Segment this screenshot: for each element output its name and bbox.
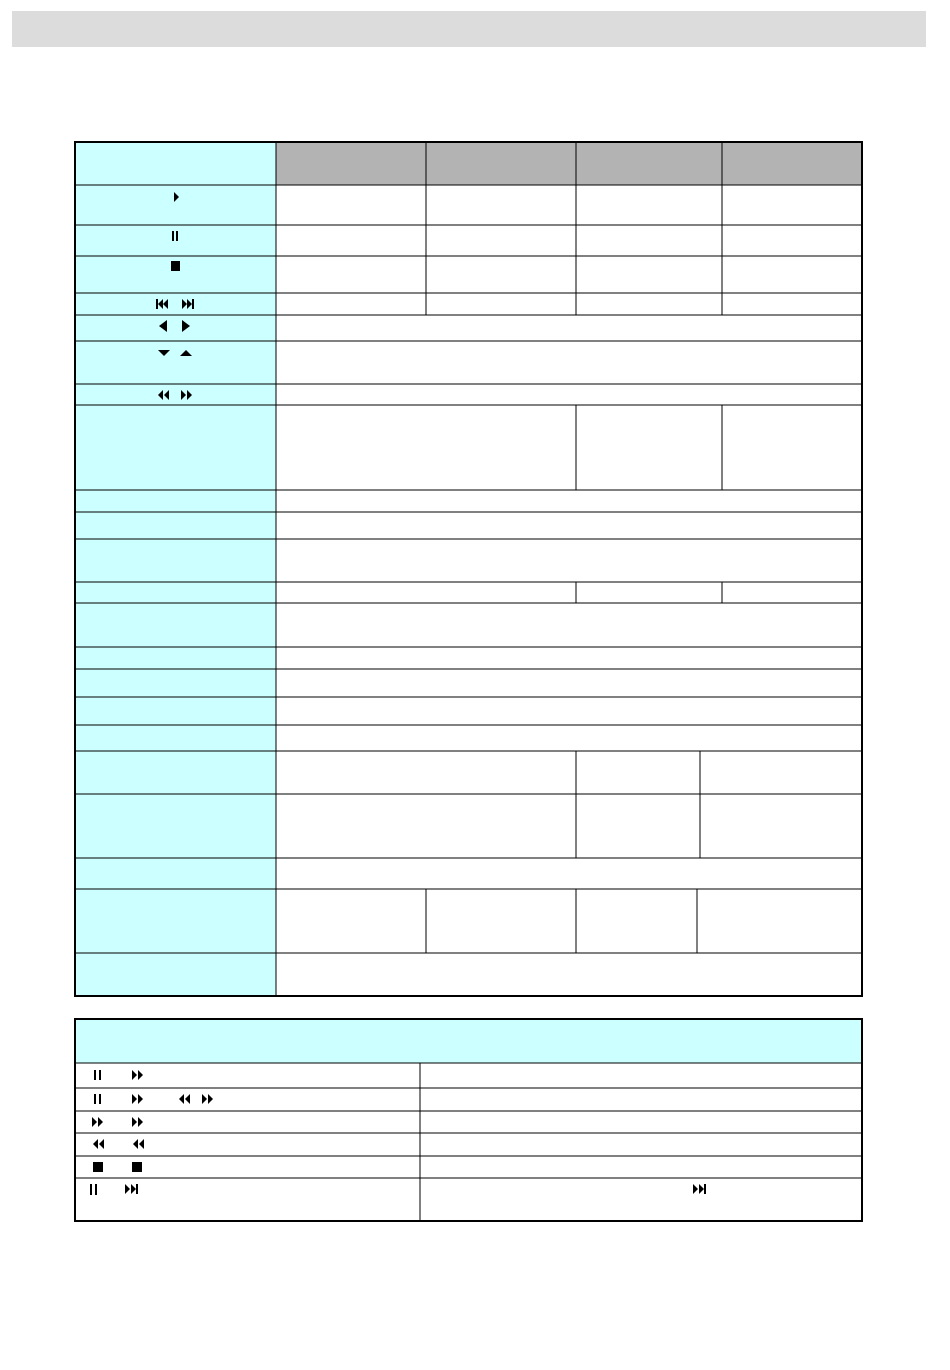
rewind-icon xyxy=(179,1094,190,1104)
skip-next-icon xyxy=(693,1184,706,1194)
stop-icon xyxy=(171,261,180,271)
skip-next-icon xyxy=(125,1184,138,1194)
pause-icon xyxy=(90,1184,97,1195)
combo-row-2 xyxy=(94,1094,213,1104)
pause-icon xyxy=(94,1070,101,1080)
feature-table xyxy=(75,142,862,996)
stop-icon xyxy=(132,1162,142,1172)
combo-row-1 xyxy=(94,1070,143,1080)
pause-icon xyxy=(94,1094,101,1104)
rewind-icon xyxy=(93,1139,104,1149)
fast-forward-icon xyxy=(132,1117,143,1127)
feature-table-header xyxy=(276,142,862,185)
combo-table xyxy=(75,1019,862,1221)
combo-row-6 xyxy=(90,1184,706,1195)
combo-row-3 xyxy=(92,1117,143,1127)
rewind-icon xyxy=(133,1139,144,1149)
combo-table-title xyxy=(75,1019,862,1063)
combo-row-5 xyxy=(93,1162,142,1172)
combo-row-4 xyxy=(93,1139,144,1149)
fast-forward-icon xyxy=(92,1117,103,1127)
fast-forward-icon xyxy=(132,1094,143,1104)
fast-forward-icon xyxy=(202,1094,213,1104)
stop-icon xyxy=(93,1162,103,1172)
fast-forward-icon xyxy=(132,1070,143,1080)
